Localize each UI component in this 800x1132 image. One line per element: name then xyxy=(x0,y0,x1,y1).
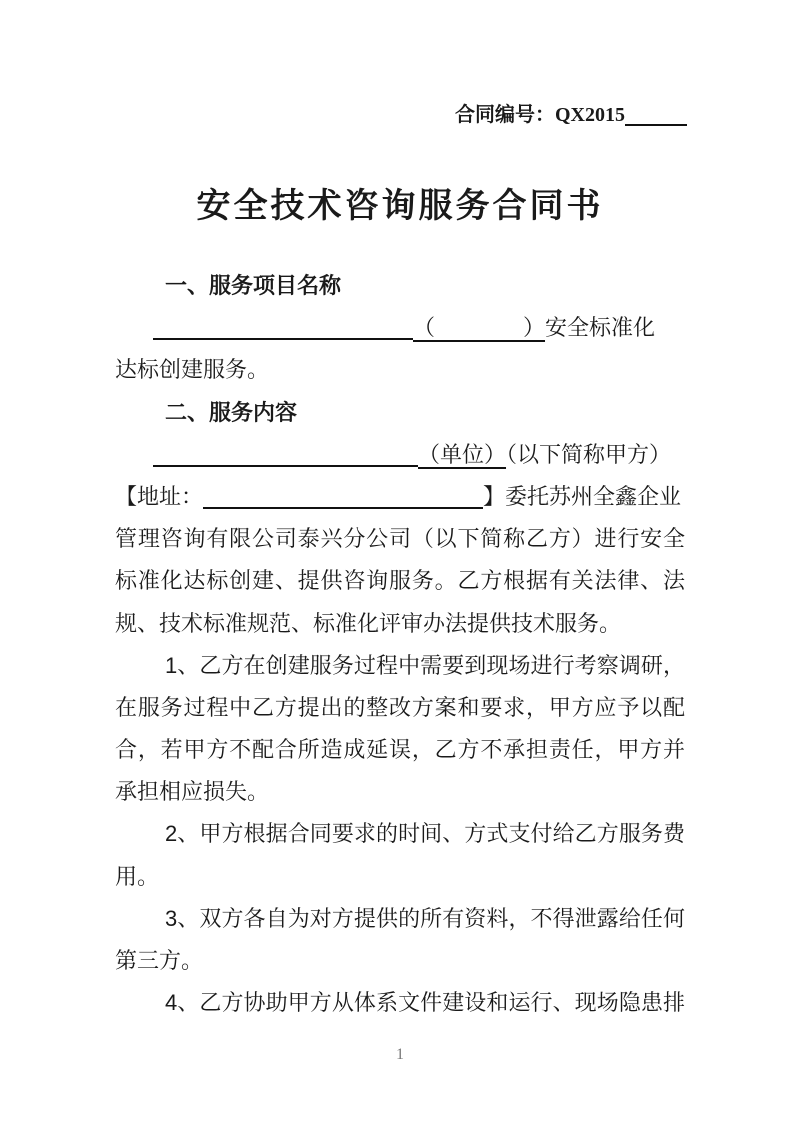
section1-blank-line xyxy=(115,307,685,349)
address-line xyxy=(115,476,685,518)
clause1-line1: 1、乙方在创建服务过程中需要到现场进行考察调研， xyxy=(165,652,685,678)
clause2-line1: 2、甲方根据合同要求的时间、方式支付给乙方服务费 xyxy=(165,821,685,847)
section2-line3: 管理咨询有限公司泰兴分公司（以下简称乙方）进行安全 xyxy=(115,526,685,552)
fill-in-blank xyxy=(153,333,413,340)
section1-line2: 达标创建服务。 xyxy=(115,357,270,383)
fill-in-blank xyxy=(153,460,418,467)
section1-line1-text: 安全标准化 xyxy=(545,315,656,341)
clause1-line3: 合，若甲方不配合所造成延误，乙方不承担责任，甲方并 xyxy=(115,737,685,763)
clause1-line2: 在服务过程中乙方提出的整改方案和要求，甲方应予以配 xyxy=(115,694,685,720)
address-suffix: 】委托苏州全鑫企业 xyxy=(483,483,682,509)
section2-line4: 标准化达标创建、提供咨询服务。乙方根据有关法律、法 xyxy=(115,568,685,594)
contract-number-label: 合同编号：QX2015 xyxy=(455,104,625,126)
clause2-line2: 用。 xyxy=(115,863,160,889)
party-a-label: （以下简称甲方） xyxy=(506,441,672,467)
clause3-line1: 3、双方各自为对方提供的所有资料，不得泄露给任何 xyxy=(165,905,685,931)
contract-number xyxy=(455,98,687,127)
unit-label-underlined: （单位） xyxy=(418,441,507,467)
address-blank xyxy=(203,502,483,509)
document-body xyxy=(115,265,685,1024)
section2-line5: 规、技术标准规范、标准化评审办法提供技术服务。 xyxy=(115,610,622,636)
section1-heading: 一、服务项目名称 xyxy=(165,273,342,298)
fill-in-parens: （ ） xyxy=(413,315,546,341)
clause4-line1: 4、乙方协助甲方从体系文件建设和运行、现场隐患排 xyxy=(165,990,685,1016)
section2-heading: 二、服务内容 xyxy=(165,399,298,425)
page-title: 安全技术咨询服务合同书 xyxy=(196,187,604,225)
page-number: 1 xyxy=(396,1046,404,1063)
address-prefix: 【地址： xyxy=(115,483,204,509)
section2-party-a-line xyxy=(115,434,685,476)
clause1-line4: 承担相应损失。 xyxy=(115,779,270,805)
clause3-line2: 第三方。 xyxy=(115,948,204,973)
contract-number-blank xyxy=(625,119,687,126)
